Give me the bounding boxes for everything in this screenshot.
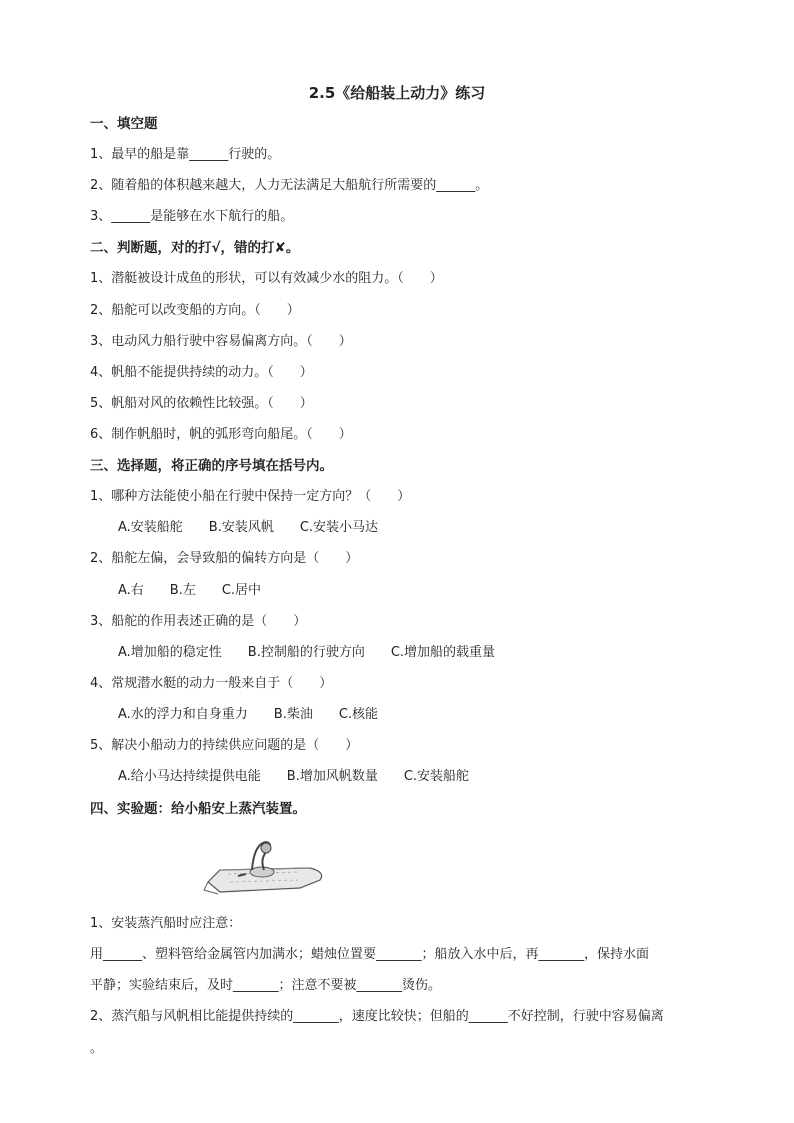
choice-options-2: A.右 B.左 C.居中 bbox=[118, 583, 262, 598]
choice-question-1: 1、哪种方法能使小船在行驶中保持一定方向？（ ） bbox=[90, 489, 411, 504]
experiment-q1-line-1: 用______、塑料管给金属管内加满水；蜡烛位置要_______；船放入水中后，再_______，保持水面 bbox=[90, 947, 650, 962]
page-title: 2.5《给船装上动力》练习 bbox=[308, 84, 486, 102]
experiment-q2-line-1: 2、蒸汽船与风帆相比能提供持续的_______，速度比较快；但船的______不好控制，行驶中容易偏离 bbox=[90, 1009, 664, 1024]
section-fill-heading: 一、填空题 bbox=[90, 116, 158, 132]
fill-question-3: 3、______是能够在水下航行的船。 bbox=[90, 209, 294, 224]
experiment-q2-line-2: 。 bbox=[90, 1041, 104, 1056]
judge-question-6: 6、制作帆船时，帆的弧形弯向船尾。（ ） bbox=[90, 427, 352, 442]
choice-options-5: A.给小马达持续提供电能 B.增加风帆数量 C.安装船舵 bbox=[118, 769, 470, 784]
judge-question-1: 1、潜艇被设计成鱼的形状，可以有效减少水的阻力。（ ） bbox=[90, 271, 443, 286]
experiment-q1-line-2: 平静；实验结束后，及时_______；注意不要被_______烫伤。 bbox=[90, 978, 442, 993]
section-experiment-heading: 四、实验题：给小船安上蒸汽装置。 bbox=[90, 801, 306, 817]
judge-question-4: 4、帆船不能提供持续的动力。（ ） bbox=[90, 365, 313, 380]
choice-question-2: 2、船舵左偏，会导致船的偏转方向是（ ） bbox=[90, 551, 359, 566]
judge-question-2: 2、船舵可以改变船的方向。（ ） bbox=[90, 303, 300, 318]
judge-question-5: 5、帆船对风的依赖性比较强。（ ） bbox=[90, 396, 313, 411]
experiment-question-1: 1、安装蒸汽船时应注意： bbox=[90, 916, 242, 931]
steam-boat-image bbox=[200, 830, 330, 900]
judge-question-3: 3、电动风力船行驶中容易偏离方向。（ ） bbox=[90, 334, 352, 349]
choice-options-1: A.安装船舵 B.安装风帆 C.安装小马达 bbox=[118, 520, 379, 535]
fill-question-2: 2、随着船的体积越来越大，人力无法满足大船航行所需要的______。 bbox=[90, 178, 489, 193]
section-judge-heading: 二、判断题，对的打√，错的打✘。 bbox=[90, 240, 300, 256]
choice-question-4: 4、常规潜水艇的动力一般来自于（ ） bbox=[90, 676, 333, 691]
choice-question-5: 5、解决小船动力的持续供应问题的是（ ） bbox=[90, 738, 359, 753]
choice-question-3: 3、船舵的作用表述正确的是（ ） bbox=[90, 614, 307, 629]
section-choice-heading: 三、选择题，将正确的序号填在括号内。 bbox=[90, 458, 333, 474]
choice-options-3: A.增加船的稳定性 B.控制船的行驶方向 C.增加船的载重量 bbox=[118, 645, 496, 660]
fill-question-1: 1、最早的船是靠______行驶的。 bbox=[90, 147, 281, 162]
choice-options-4: A.水的浮力和自身重力 B.柴油 C.核能 bbox=[118, 707, 379, 722]
